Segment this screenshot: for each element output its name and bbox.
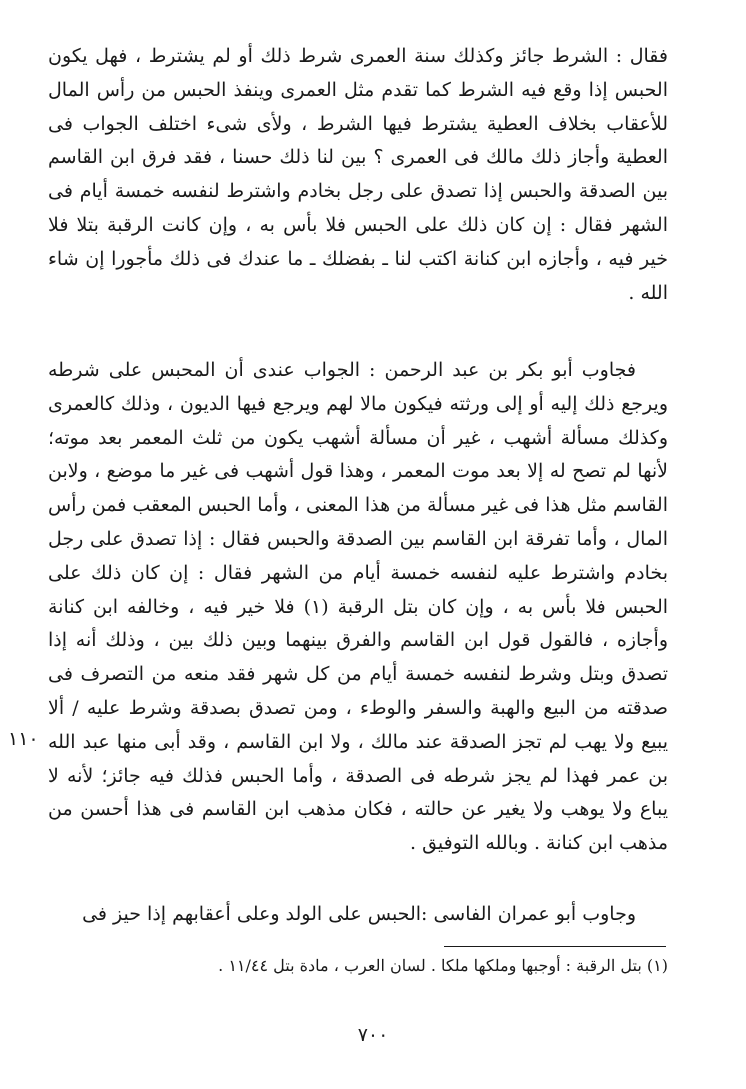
footnote-divider — [444, 946, 666, 947]
margin-folio-number: ١١٠ — [8, 728, 39, 750]
paragraph-question: فقال : الشرط جائز وكذلك سنة العمرى شرط ذلك أو لم يشترط ، فهل يكون الحبس إذا وقع فيه الشرط كما تقدم مثل العمرى وينفذ الحبس من رأس المال للأعقاب بخلاف العطية يشترط فيها الشرط ، ولأى شىء اختلف الجواب فى العطية وأجاز ذلك مالك فى العمرى ؟ بين لنا ذلك حسنا ، فقد فرق ابن القاسم بين الصدقة والحبس إذا تصدق على رجل بخادم واشترط لنفسه خمسة أيام فى الشهر فقال : إن كان ذلك على الحبس فلا بأس به ، وإن كانت الرقبة بتلا فلا خير فيه ، وأجازه ابن كنانة اكتب لنا ـ بفضلك ـ ما عندك فى ذلك مأجورا إن شاء الله . — [48, 45, 668, 304]
page-number: ٧٠٠ — [357, 1024, 389, 1046]
footnote: (١) بتل الرقبة : أوجبها وملكها ملكا . لسان العرب ، مادة بتل ١١/٤٤ . — [218, 956, 668, 975]
paragraph-answer-abu-bakr: فجاوب أبو بكر بن عبد الرحمن : الجواب عندى أن المحبس على شرطه ويرجع ذلك إليه أو إلى ورثته فيكون مالا لهم ويرجع فيها الديون ، وذلك كالعمرى وكذلك مسألة أشهب ، غير أن مسألة أشهب يكون من ثلث المعمر بعد موته؛ لأنها لم تصح له إلا بعد موت المعمر ، وهذا قول أشهب فى غير ما موضع ، ولابن القاسم مثل هذا فى غير مسألة من هذا المعنى ، وأما الحبس المعقب فمن رأس المال ، وأما تفرقة ابن القاسم بين الصدقة والحبس فقال : إذا تصدق على رجل بخادم واشترط عليه لنفسه خمسة أيام من الشهر فقال : إن كان ذلك على الحبس فلا بأس به ، وإن كان بتل الرقبة (١) فلا خير فيه ، وخالفه ابن كنانة وأجازه ، فالقول قول ابن القاسم والفرق بينهما وبين ذلك بين ، وذلك أنه إذا تصدق وبتل وشرط لنفسه خمسة أيام من كل شهر فقد منعه من التصرف فى صدقته من البيع والهبة والسفر والوطء ، ومن تصدق بصدقة وشرط عليه / ألا يبيع ولا يهب لم تجز الصدقة عند مالك ، ولا ابن القاسم ، وقد أبى منها عبد الله بن عمر فهذا لم يجز شرطه فى الصدقة ، وأما الحبس فذلك فيه جائز؛ لأنه لا يباع ولا يوهب ولا يغير عن حالته ، فكان مذهب ابن القاسم فى هذا أحسن من مذهب ابن كنانة . وبالله التوفيق . — [48, 359, 669, 855]
paragraph-answer-abu-imran: وجاوب أبو عمران الفاسى :الحبس على الولد وعلى أعقابهم إذا حيز فى — [82, 903, 636, 925]
